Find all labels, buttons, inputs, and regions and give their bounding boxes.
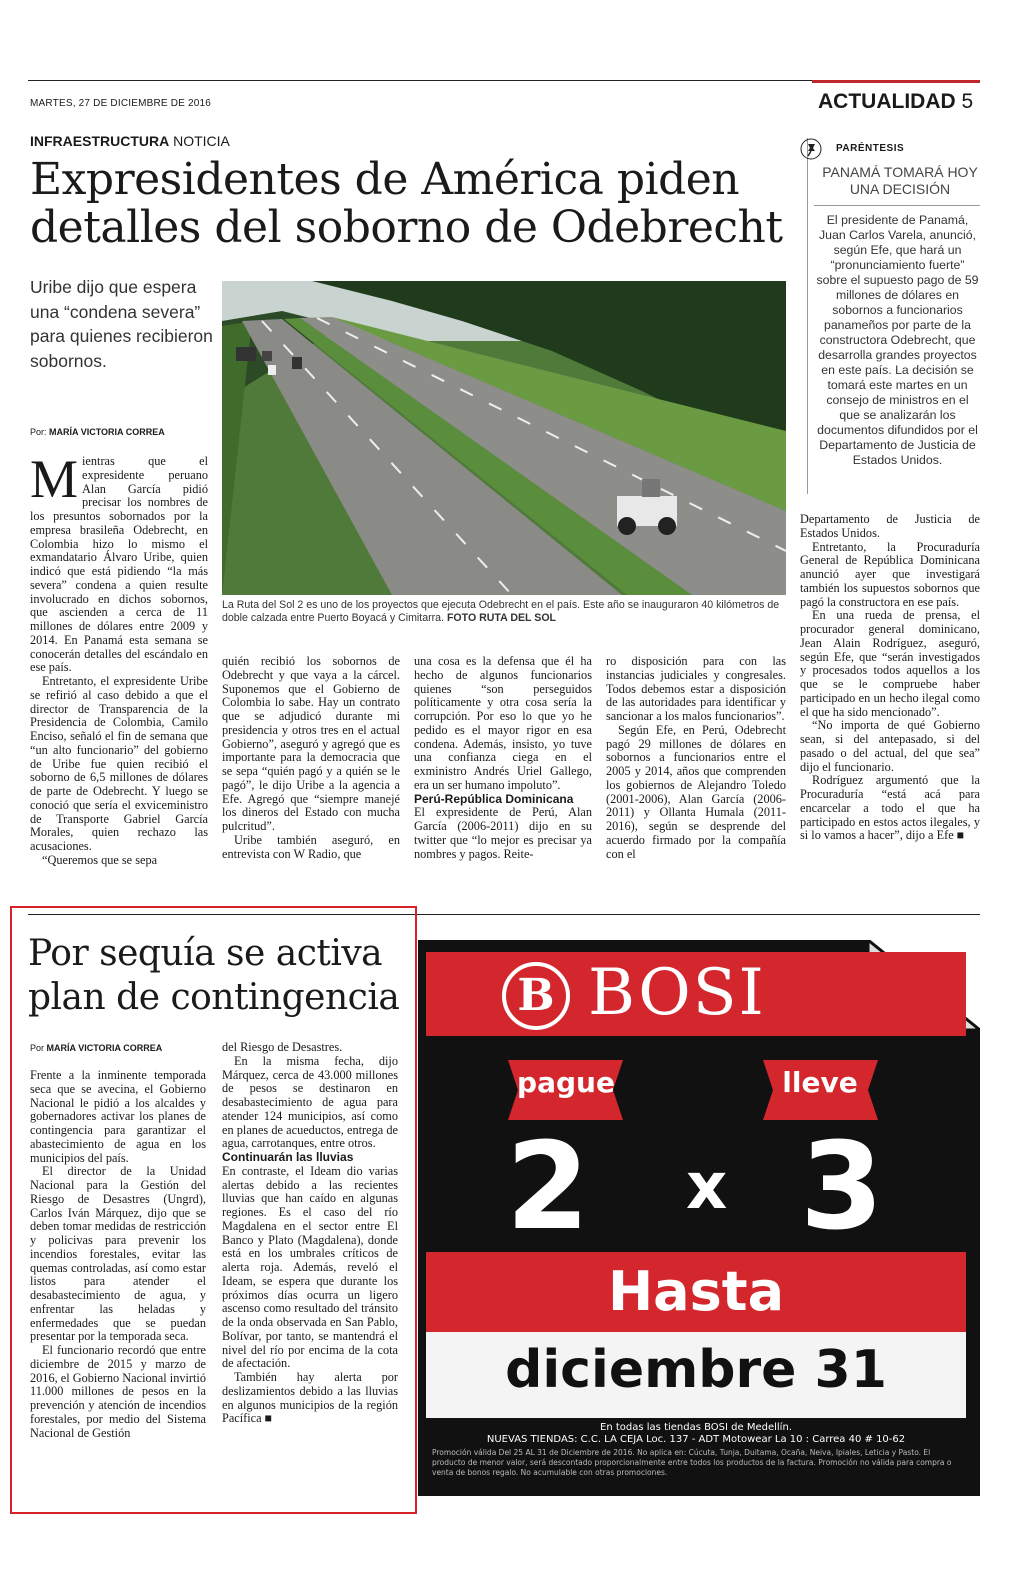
paragraph: quién recibió los sobornos de Odebrecht y que vaya a la cárcel. Suponemos que el Gobierno de Colombia lo sabe. Hay un contrato que se adjudicó durante mi presidencia y otros tres en el actual Gobierno”, aseguró y agregó que es importante para la democracia que se sepa “quién pagó y a quién se le pagó”, le dijo Uribe a la agencia a Efe. Agregó que “siempre manejé los dineros del Estado con mucha pulcritud”. <box>222 654 400 833</box>
paragraph: Uribe también aseguró, en entrevista con W Radio, que <box>222 832 400 861</box>
headline-line-1: Expresidentes de América piden <box>30 154 740 205</box>
byline-author: MARÍA VICTORIA CORREA <box>46 1043 163 1053</box>
paragraph: “No importa de qué Gobierno sean, si del antepasado, si del pasado o del actual, del que sea” dijo el funcionario. <box>800 718 980 774</box>
paragraph: Departamento de Justicia de Estados Unidos. <box>800 512 980 540</box>
paragraph: En una rueda de prensa, el procurador general dominicano, Jean Alain Rodríguez, aseguró, según Efe, que “serán investigados y procesados todos aquellos a los que se le compruebe haber participado en un hecho ilegal como el que ha sido mencionado”. <box>800 608 980 719</box>
promo-end-date: diciembre 31 <box>505 1340 887 1400</box>
promo-number-left: 2 <box>506 1118 590 1257</box>
brand-name: BOSI <box>588 956 766 1030</box>
article2-byline <box>30 1043 162 1053</box>
article-column-4 <box>606 655 786 861</box>
lleve-label: lleve <box>782 1066 858 1099</box>
paragraph-text: ientras que el expresidente peruano Alan García pidió precisar los nombres de los presuntos sobornados por la empresa brasileña Odebrecht, en Colombia hizo lo mismo el exmandatario Álvaro Uribe, quien indicó que está pidiendo “la más severa” condena a quien resulte involucrado en dichos sobornos, que ascienden a cerca de 11 millones de dólares entre 2009 y 2014. En Panamá esta semana se conocerán detalles del escándalo en ese país. <box>30 454 208 675</box>
headline-line-1: Por sequía se activa <box>28 933 383 974</box>
subheading: Continuarán las lluvias <box>222 1150 354 1164</box>
sidebar-title: PANAMÁ TOMARÁ HOY UNA DECISIÓN <box>822 164 978 197</box>
photo-credit: FOTO RUTA DEL SOL <box>446 612 557 624</box>
caption-text: La Ruta del Sol 2 es uno de los proyectos que ejecuta Odebrecht en el país. Este año se inauguraron 40 kilómetros de doble calzada entre Puerto Boyacá y Cimitarra. <box>222 599 780 624</box>
article-kicker <box>30 133 230 149</box>
ad-store-line: En todas las tiendas BOSI de Medellín. <box>600 1422 792 1433</box>
article2-column-1 <box>30 1069 206 1440</box>
paragraph: En la misma fecha, dijo Márquez, cerca de 43.000 millones de pesos se destinaron en desabastecimiento de agua para atender 124 municipios, así como en planes de acueductos, entrega de agua, carrotanques, entre otros. <box>222 1053 398 1151</box>
article-column-5 <box>800 513 980 843</box>
article2-headline <box>28 932 408 1020</box>
promo-number-right: 3 <box>800 1118 884 1257</box>
paragraph: “Queremos que se sepa <box>42 852 158 867</box>
paragraph: Rodríguez argumentó que la Procuraduría “está acá para encarcelar a todo el que ha participado en estos actos ilegales, y si lo vamos a hacer”, dijo a Efe ■ <box>800 773 980 843</box>
sidebar-label: PARÉNTESIS <box>836 143 905 154</box>
highway-photo-illustration <box>222 281 786 595</box>
section-header <box>818 90 973 114</box>
bosi-advertisement <box>418 940 980 1496</box>
headline-line-2: detalles del soborno de Odebrecht <box>30 202 783 253</box>
byline-author: MARÍA VICTORIA CORREA <box>49 427 165 437</box>
pushpin-icon <box>800 138 822 160</box>
sidebar-rule <box>807 138 808 494</box>
photo-caption <box>222 599 786 625</box>
dropcap: M <box>30 449 79 509</box>
bosi-logo: B <box>502 962 570 1030</box>
issue-date: MARTES, 27 DE DICIEMBRE DE 2016 <box>30 98 212 109</box>
pague-label: pague <box>517 1066 615 1099</box>
sidebar-body: El presidente de Panamá, Juan Carlos Varela, anunció, según Efe, que hará un “pronunciamiento fuerte” sobre el supuesto pago de 59 millones de dólares en sobornos a funcionarios panameños por parte de la constructora Odebrecht, que desarrolla grandes proyectos en este país. La decisión se tomará este martes en un consejo de ministros en el que se analizarán los documentos difundidos por el Departamento de Justicia de Estados Unidos. <box>816 213 979 467</box>
paragraph: El expresidente de Perú, Alan García (2006-2011) dijo en su twitter que “lo mejor es precisar ya nombres y pagos. Reite- <box>414 805 592 861</box>
paragraph: Entretanto, la Procuraduría General de República Dominicana anunció ayer que investigará también los supuestos sobornos que pagó la constructora en ese país. <box>800 539 980 609</box>
kicker-topic: INFRAESTRUCTURA <box>30 133 170 149</box>
article-column-2 <box>222 655 400 861</box>
hasta-label: Hasta <box>607 1260 785 1323</box>
kicker-type: NOTICIA <box>173 133 230 149</box>
section-accent-rule <box>812 80 980 83</box>
paragraph: El director de la Unidad Nacional para la Gestión del Riesgo de Desastres (Ungrd), Carlos Iván Márquez, dijo que se deben tomar medidas de restricción y policivas para prevenir los incendios forestales, evitar las quemas controladas, así como estar listos para atender el desabastecimiento de agua, y enfrentar las heladas y enfermedades que se puedan presentar por la temporada seca. <box>30 1164 206 1344</box>
ad-new-stores: NUEVAS TIENDAS: C.C. LA CEJA Loc. 137 - ADT Motowear La 10 : Carrea 40 # 10-62 <box>486 1434 906 1445</box>
byline-prefix: Por: <box>30 427 47 437</box>
paragraph: Según Efe, en Perú, Odebrecht pagó 29 millones de dólares en sobornos a funcionarios entre el 2005 y 2014, años que comprenden los gobiernos de Alejandro Toledo (2001-2006), Alan García (2006-2011) y Ollanta Humala (2011-2016), según se desprende del acuerdo firmado por la compañía con el <box>606 722 786 861</box>
article-headline <box>30 156 790 252</box>
subheading: Perú-República Dominicana <box>414 791 574 806</box>
paragraph <box>30 449 208 675</box>
paragraph: ro disposición para con las instancias judiciales y congresales. Todos debemos estar a disposición de las autoridades para identificar y sancionar a los malos funcionarios”. <box>606 654 786 723</box>
highway-photo <box>222 281 786 595</box>
headline-line-2: plan de contingencia <box>28 977 400 1018</box>
paragraph: Frente a la inminente temporada seca que se avecina, el Gobierno Nacional le pidió a los alcaldes y gobernadores activar los planes de contingencia para garantizar el abastecimiento de agua en los municipios del país. <box>30 1068 206 1165</box>
sidebar-title-rule <box>814 205 980 206</box>
promo-times: x <box>686 1150 728 1224</box>
paragraph: También hay alerta por deslizamientos debido a las lluvias en algunos municipios de la región Pacífica ■ <box>222 1370 398 1426</box>
ad-fine-print: Promoción válida Del 25 AL 31 de Diciembre de 2016. No aplica en: Cúcuta, Tunja, Duitama, Ocaña, Neiva, Ipiales, Leticia y Pasto. El producto de menor valor, será descontado proporcionalmente entre todos los productos de la factura. Promoción no válida para compra o venta de bonos regalo. No acumulable con otras promociones. <box>432 1448 952 1477</box>
paragraph: En contraste, el Ideam dio varias alertas debido a las recientes lluvias que han caído en algunas regiones. Es el caso del río Magdalena en el sector entre El Banco y Plato (Magdalena), donde está en los umbrales críticos de alerta roja. Además, reveló el Ideam, se espera que durante los próximos días ocurra un ligero ascenso como resultado del tránsito de la onda observada en San Pablo, Bolívar, por tanto, se mantendrá el nivel del río por encima de la cota de afectación. <box>222 1163 398 1371</box>
article2-column-2 <box>222 1041 398 1426</box>
article-column-3 <box>414 655 592 861</box>
paragraph: Entretanto, el expresidente Uribe se refirió al caso debido a que el director de Transparencia de la Presidencia de Colombia, Camilo Enciso, señaló el fin de semana que “un alto funcionario” del gobierno de Uribe fue quien recibió el soborno de 6,5 millones de dólares de parte de Odebrecht. Y luego se conoció que sería el exviceministro de Transporte Gabriel García Morales, quien rechazo las acusaciones. <box>30 674 208 853</box>
section-name: ACTUALIDAD <box>818 90 956 113</box>
paragraph: del Riesgo de Desastres. <box>222 1040 343 1054</box>
article-byline <box>30 427 165 437</box>
article-deck: Uribe dijo que espera una “condena severa” para quienes recibieron sobornos. <box>30 277 213 371</box>
byline-prefix: Por <box>30 1043 45 1053</box>
paragraph: El funcionario recordó que entre diciembre de 2015 y marzo de 2016, el Gobierno Nacional invirtió 11.000 millones de pesos en la prevención y atención de incendios forestales, por medio del Sistema Nacional de Gestión <box>30 1343 206 1440</box>
article-column-1 <box>30 449 208 868</box>
page-number: 5 <box>961 90 974 113</box>
paragraph: una cosa es la defensa que él ha hecho de algunos funcionarios quienes “son perseguidos políticamente y otra cosa sería la corrupción. Por eso lo que yo he pedido es el mayor rigor en esa condena. Además, insisto, yo tuve una confianza ciega en el exministro Andrés Uriel Gallego, era un ser humano impoluto”. <box>414 654 592 792</box>
